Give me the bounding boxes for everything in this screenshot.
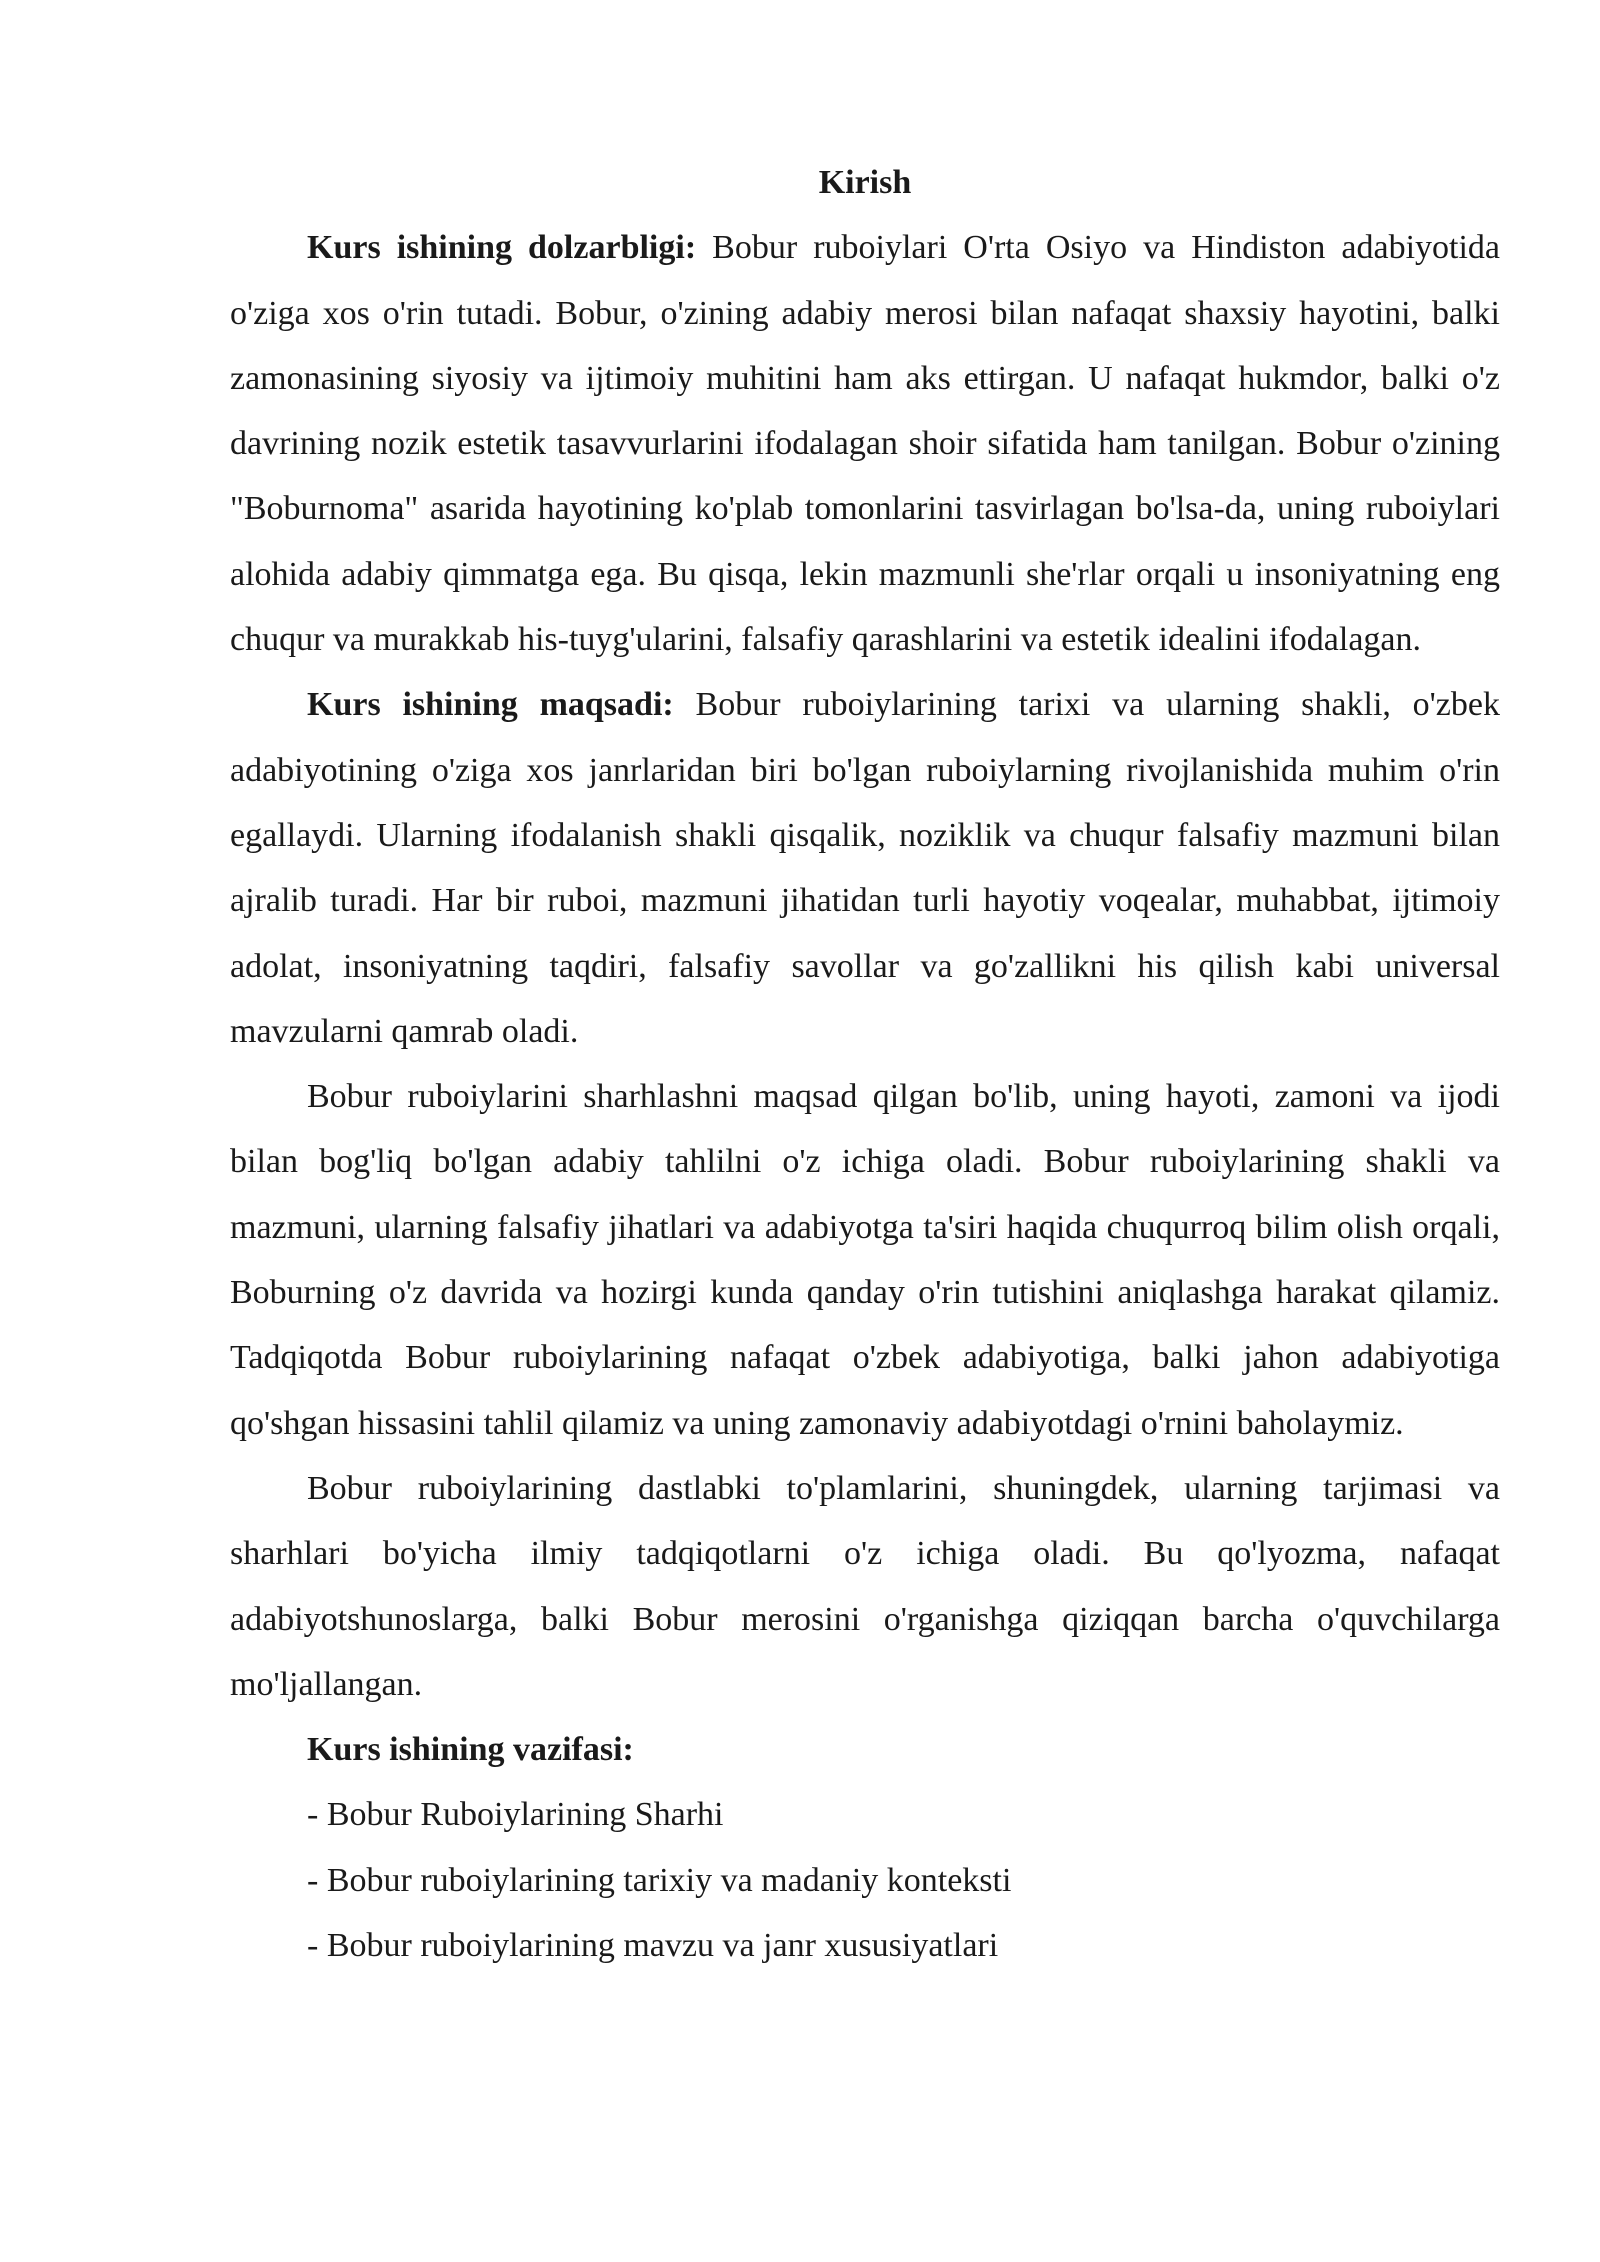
paragraph-lead: Kurs ishining maqsadi: [307, 686, 674, 724]
paragraph-text: Bobur ruboiylarining tarixi va ularning shakli, o'zbek adabiyotining o'ziga xos janrlaridan biri bo'lgan ruboiylarning rivojlanishida muhim o'rin egallaydi. Ularning ifodalanish shakli qisqalik, noziklik va chuqur falsafiy mazmuni bilan ajralib turadi. Har bir ruboi, mazmuni jihatidan turli hayotiy voqealar, muhabbat, ijtimoiy adolat, insoniyatning taqdiri, falsafiy savollar va go'zallikni his qilish kabi universal mavzularni qamrab oladi. [230, 686, 1500, 1050]
list-item: - Bobur ruboiylarining tarixiy va madaniy konteksti [307, 1861, 1012, 1899]
list-item: - Bobur ruboiylarining mavzu va janr xususiyatlari [307, 1927, 999, 1965]
paragraph-lead: Kurs ishining vazifasi: [307, 1731, 634, 1769]
page-title: Kirish [818, 164, 912, 201]
list-item: - Bobur Ruboiylarining Sharhi [307, 1796, 724, 1834]
paragraph-text: Bobur ruboiylarining dastlabki to'plamlarini, shuningdek, ularning tarjimasi va sharhlari bo'yicha ilmiy tadqiqotlarni o'z ichiga oladi. Bu qo'lyozma, nafaqat adabiyotshunoslarga, balki Bobur merosini o'rganishga qiziqqan barcha o'quvchilarga mo'ljallangan. [230, 1469, 1500, 1703]
paragraph-sources [230, 1456, 1500, 1717]
paragraph-text: Bobur ruboiylari O'rta Osiyo va Hindiston adabiyotida o'ziga xos o'rin tutadi. Bobur, o'zining adabiy merosi bilan nafaqat shaxsiy hayotini, balki zamonasining siyosiy va ijtimoiy muhitini ham aks ettirgan. U nafaqat hukmdor, balki o'z davrining nozik estetik tasavvurlarini ifodalagan shoir sifatida ham tanilgan. Bobur o'zining "Boburnoma" asarida hayotining ko'plab tomonlarini tasvirlagan bo'lsa-da, uning ruboiylari alohida adabiy qimmatga ega. Bu qisqa, lekin mazmunli she'rlar orqali u insoniyatning eng chuqur va murakkab his-tuyg'ularini, falsafiy qarashlarini va estetik idealini ifodalagan. [230, 229, 1500, 659]
task-list [230, 1782, 1500, 1978]
paragraph-analysis [230, 1064, 1500, 1456]
paragraph-lead: Kurs ishining dolzarbligi: [307, 229, 697, 267]
document-page [230, 150, 1500, 1978]
paragraph-relevance [230, 215, 1500, 672]
paragraph-text: Bobur ruboiylarini sharhlashni maqsad qilgan bo'lib, uning hayoti, zamoni va ijodi bilan bog'liq bo'lgan adabiy tahlilni o'z ichiga oladi. Bobur ruboiylarining shakli va mazmuni, ularning falsafiy jihatlari va adabiyotga ta'siri haqida chuqurroq bilim olish orqali, Boburning o'z davrida va hozirgi kunda qanday o'rin tutishini aniqlashga harakat qilamiz. Tadqiqotda Bobur ruboiylarining nafaqat o'zbek adabiyotiga, balki jahon adabiyotiga qo'shgan hissasini tahlil qilamiz va uning zamonaviy adabiyotdagi o'rnini baholaymiz. [230, 1078, 1500, 1442]
paragraph-tasks-heading [230, 1717, 1500, 1782]
paragraph-goal [230, 672, 1500, 1064]
